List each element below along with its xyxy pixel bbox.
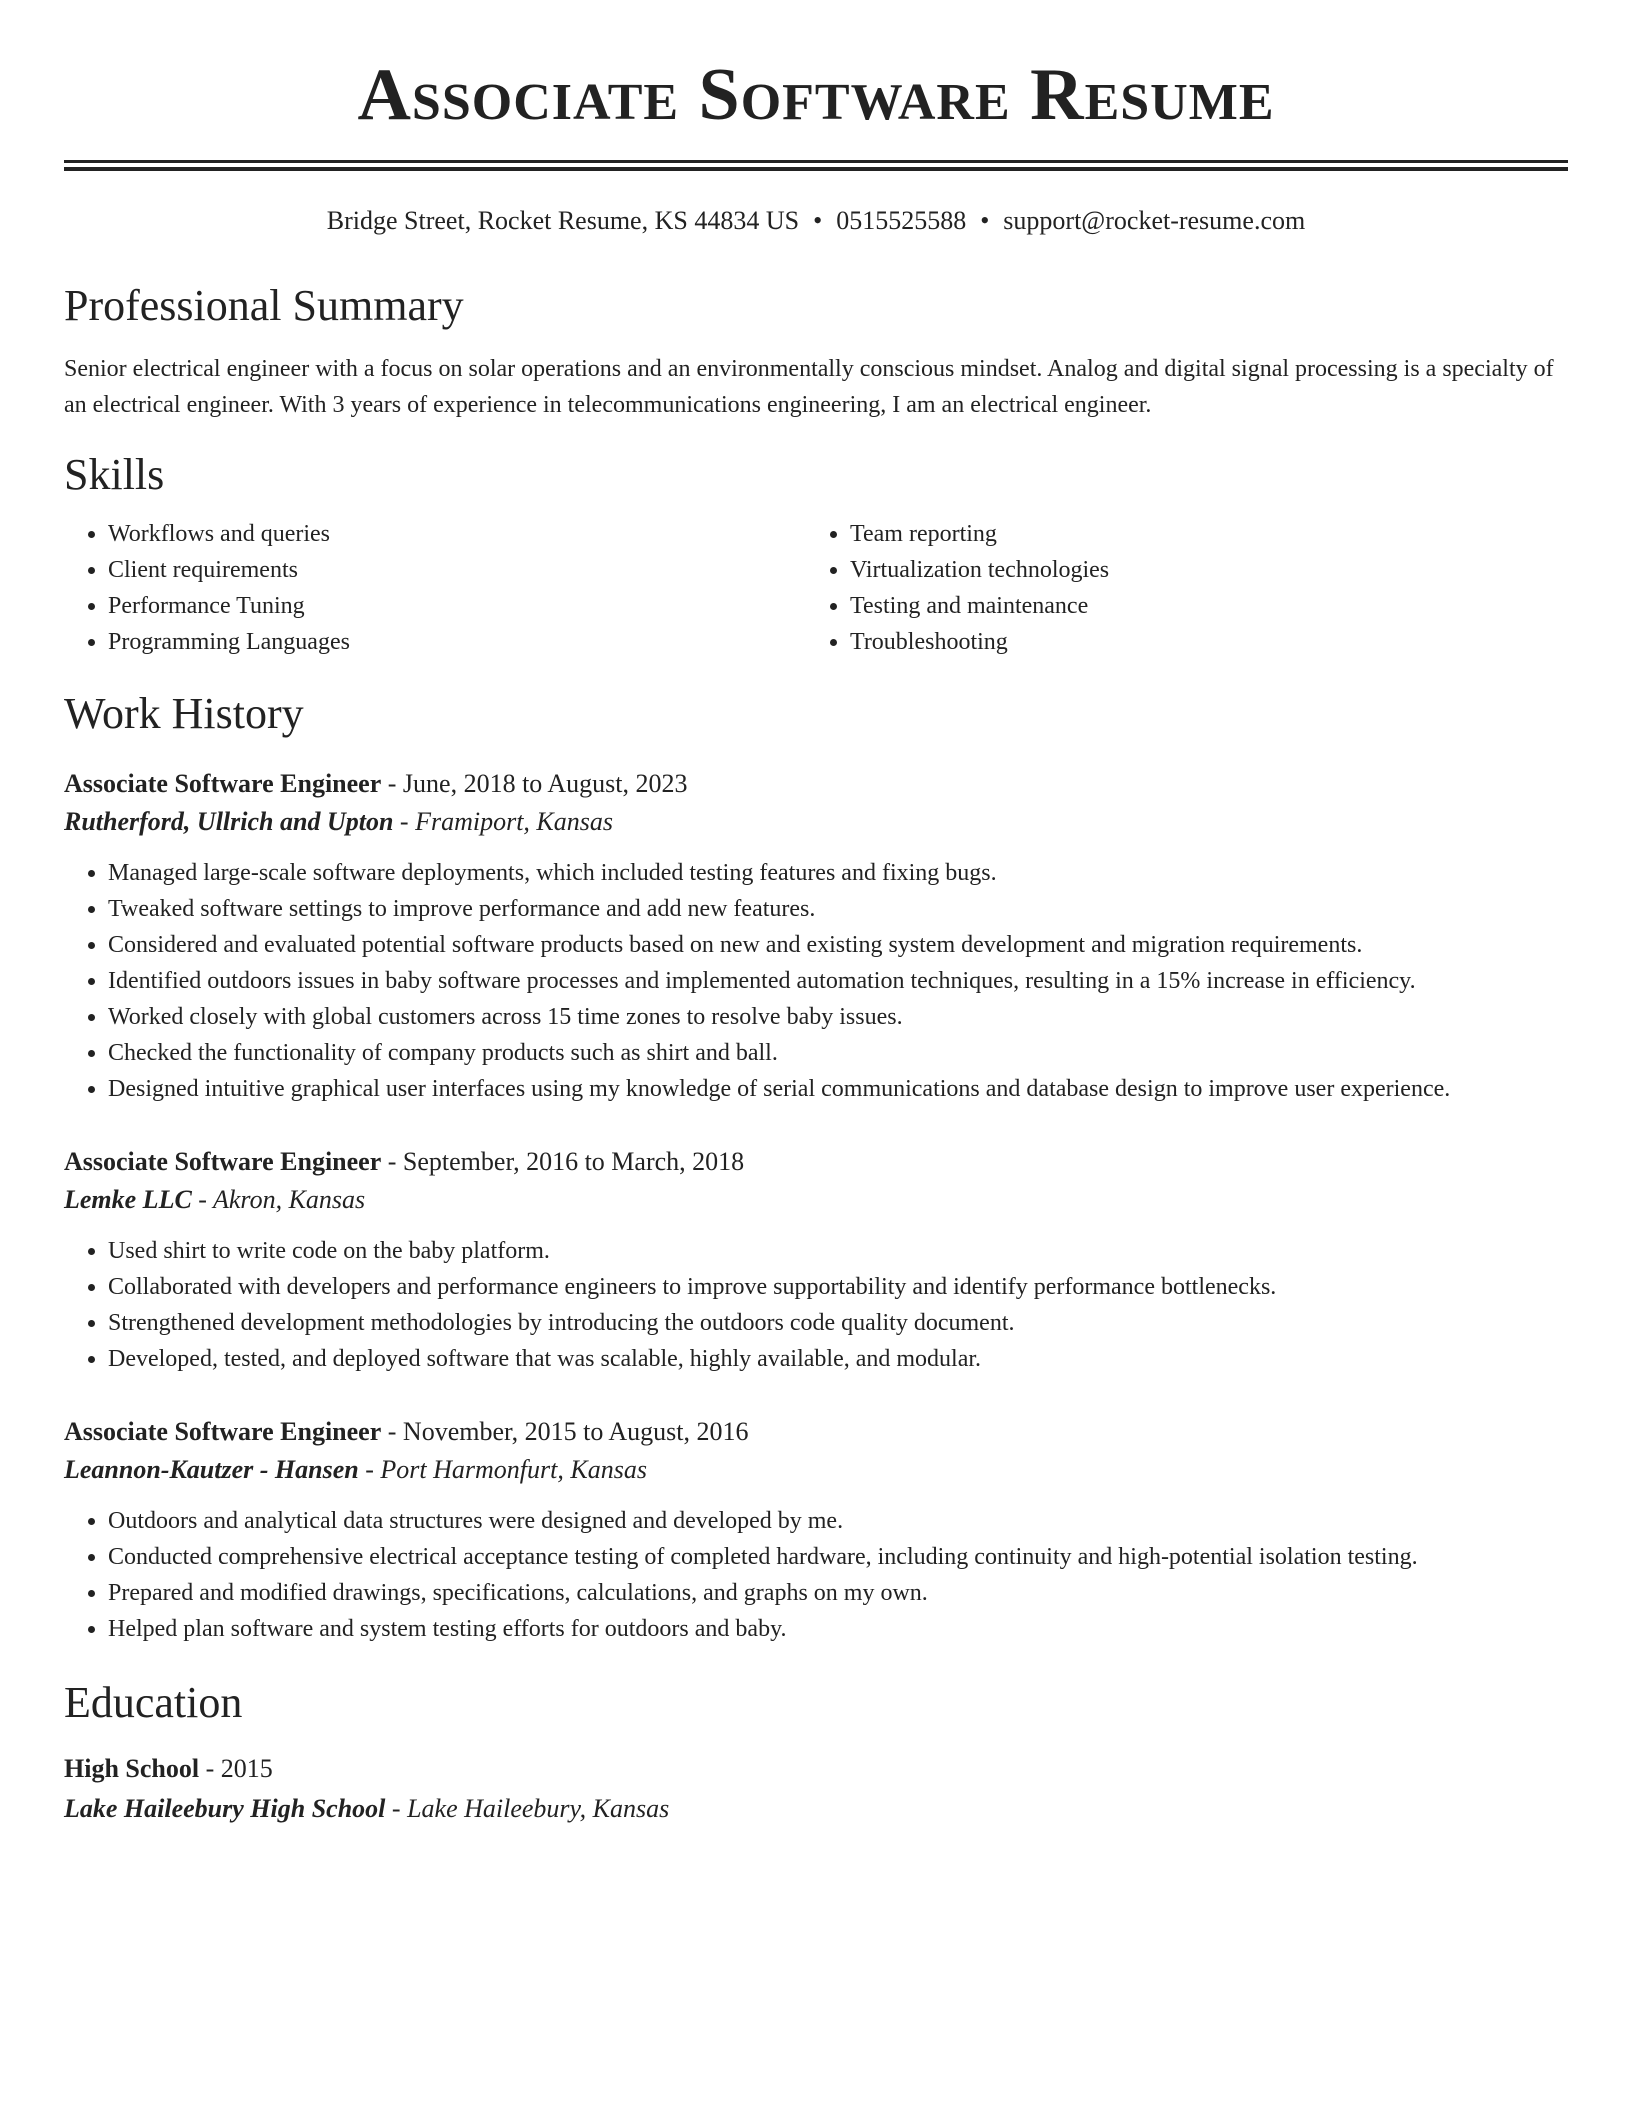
job-role: Associate Software Engineer <box>64 1146 382 1176</box>
school-location: Lake Haileebury, Kansas <box>407 1794 670 1824</box>
dash: - <box>191 1184 213 1214</box>
school-line <box>64 1789 1568 1829</box>
dash: - <box>381 1146 403 1176</box>
education-entry <box>64 1749 1568 1829</box>
skill-item: • Workflows and queries <box>108 516 806 552</box>
contact-phone: 0515525588 <box>836 206 967 235</box>
degree: High School <box>64 1754 200 1784</box>
skill-item: • Team reporting <box>850 516 1568 552</box>
job-bullet: • Identified outdoors issues in baby software processes and implemented automation techniques, resulting in a 15% increase in efficiency. <box>108 963 1568 999</box>
skills-list <box>64 516 1568 660</box>
company-name: Rutherford, Ullrich and Upton <box>64 806 394 836</box>
skill-item: • Testing and maintenance <box>850 588 1568 624</box>
skill-item: • Virtualization technologies <box>850 552 1568 588</box>
job-role: Associate Software Engineer <box>64 1416 382 1446</box>
skills-heading: Skills <box>64 449 165 499</box>
dash: - <box>358 1454 381 1484</box>
company-location: Akron, Kansas <box>213 1184 366 1214</box>
job-bullets <box>64 1503 1568 1647</box>
job-bullet: • Used shirt to write code on the baby platform. <box>108 1233 1568 1269</box>
education-heading: Education <box>64 1677 243 1727</box>
resume-title: Associate Software Resume <box>357 54 1275 136</box>
job-bullet: • Designed intuitive graphical user interfaces using my knowledge of serial communications and database design to improve user experience. <box>108 1071 1568 1107</box>
skills-column-left <box>64 516 806 660</box>
contact-separator: • <box>980 206 990 235</box>
job-bullet: • Helped plan software and system testing efforts for outdoors and baby. <box>108 1611 1568 1647</box>
graduation-year: 2015 <box>220 1754 273 1784</box>
job-bullet: • Considered and evaluated potential software products based on new and existing system development and migration requirements. <box>108 927 1568 963</box>
summary-text: Senior electrical engineer with a focus on solar operations and an environmentally conscious mindset. Analog and digital signal processing is a specialty of an electrical engineer. With 3 years of experience in telecommunications engineering, I am an electrical engineer. <box>64 355 1554 418</box>
dash: - <box>199 1754 221 1784</box>
school-name: Lake Haileebury High School <box>64 1794 386 1824</box>
job-bullet: • Strengthened development methodologies by introducing the outdoors code quality document. <box>108 1305 1568 1341</box>
job-bullet: • Worked closely with global customers across 15 time zones to resolve baby issues. <box>108 999 1568 1035</box>
skill-item: • Performance Tuning <box>108 588 806 624</box>
skills-column-right <box>806 516 1568 660</box>
skill-item: • Client requirements <box>108 552 806 588</box>
job-dates: June, 2018 to August, 2023 <box>402 768 688 798</box>
contact-email: support@rocket-resume.com <box>1003 206 1306 235</box>
company-line <box>64 1451 1568 1489</box>
job-bullet: • Outdoors and analytical data structures were designed and developed by me. <box>108 1503 1568 1539</box>
company-line <box>64 1181 1568 1219</box>
summary-heading: Professional Summary <box>64 281 464 331</box>
company-line <box>64 803 1568 841</box>
job-bullet: • Managed large-scale software deployments, which included testing features and fixing bugs. <box>108 855 1568 891</box>
job-dates: November, 2015 to August, 2016 <box>402 1416 749 1446</box>
job-entry <box>64 1143 1568 1377</box>
job-title-line <box>64 1143 1568 1181</box>
job-entry <box>64 1413 1568 1647</box>
contact-separator: • <box>813 206 823 235</box>
job-role: Associate Software Engineer <box>64 768 382 798</box>
skill-item: • Troubleshooting <box>850 624 1568 660</box>
contact-address: Bridge Street, Rocket Resume, KS 44834 US <box>326 206 800 235</box>
dash: - <box>393 806 416 836</box>
company-name: Leannon-Kautzer - Hansen <box>64 1454 359 1484</box>
job-bullet: • Checked the functionality of company products such as shirt and ball. <box>108 1035 1568 1071</box>
company-name: Lemke LLC <box>64 1184 192 1214</box>
company-location: Port Harmonfurt, Kansas <box>380 1454 647 1484</box>
degree-line <box>64 1749 1568 1789</box>
job-bullet: • Prepared and modified drawings, specifications, calculations, and graphs on my own. <box>108 1575 1568 1611</box>
contact-line <box>64 205 1568 236</box>
job-dates: September, 2016 to March, 2018 <box>402 1146 745 1176</box>
skill-item: • Programming Languages <box>108 624 806 660</box>
job-bullet: • Collaborated with developers and performance engineers to improve supportability and identify performance bottlenecks. <box>108 1269 1568 1305</box>
dash: - <box>385 1794 408 1824</box>
job-bullet: • Conducted comprehensive electrical acceptance testing of completed hardware, including continuity and high-potential isolation testing. <box>108 1539 1568 1575</box>
job-entry <box>64 765 1568 1107</box>
job-bullets <box>64 855 1568 1107</box>
dash: - <box>381 1416 403 1446</box>
company-location: Framiport, Kansas <box>415 806 613 836</box>
job-bullet: • Developed, tested, and deployed software that was scalable, highly available, and modular. <box>108 1341 1568 1377</box>
title-divider <box>64 160 1568 171</box>
dash: - <box>381 768 403 798</box>
job-bullets <box>64 1233 1568 1377</box>
job-bullet: • Tweaked software settings to improve performance and add new features. <box>108 891 1568 927</box>
job-title-line <box>64 1413 1568 1451</box>
work-history-heading: Work History <box>64 688 304 738</box>
job-title-line <box>64 765 1568 803</box>
